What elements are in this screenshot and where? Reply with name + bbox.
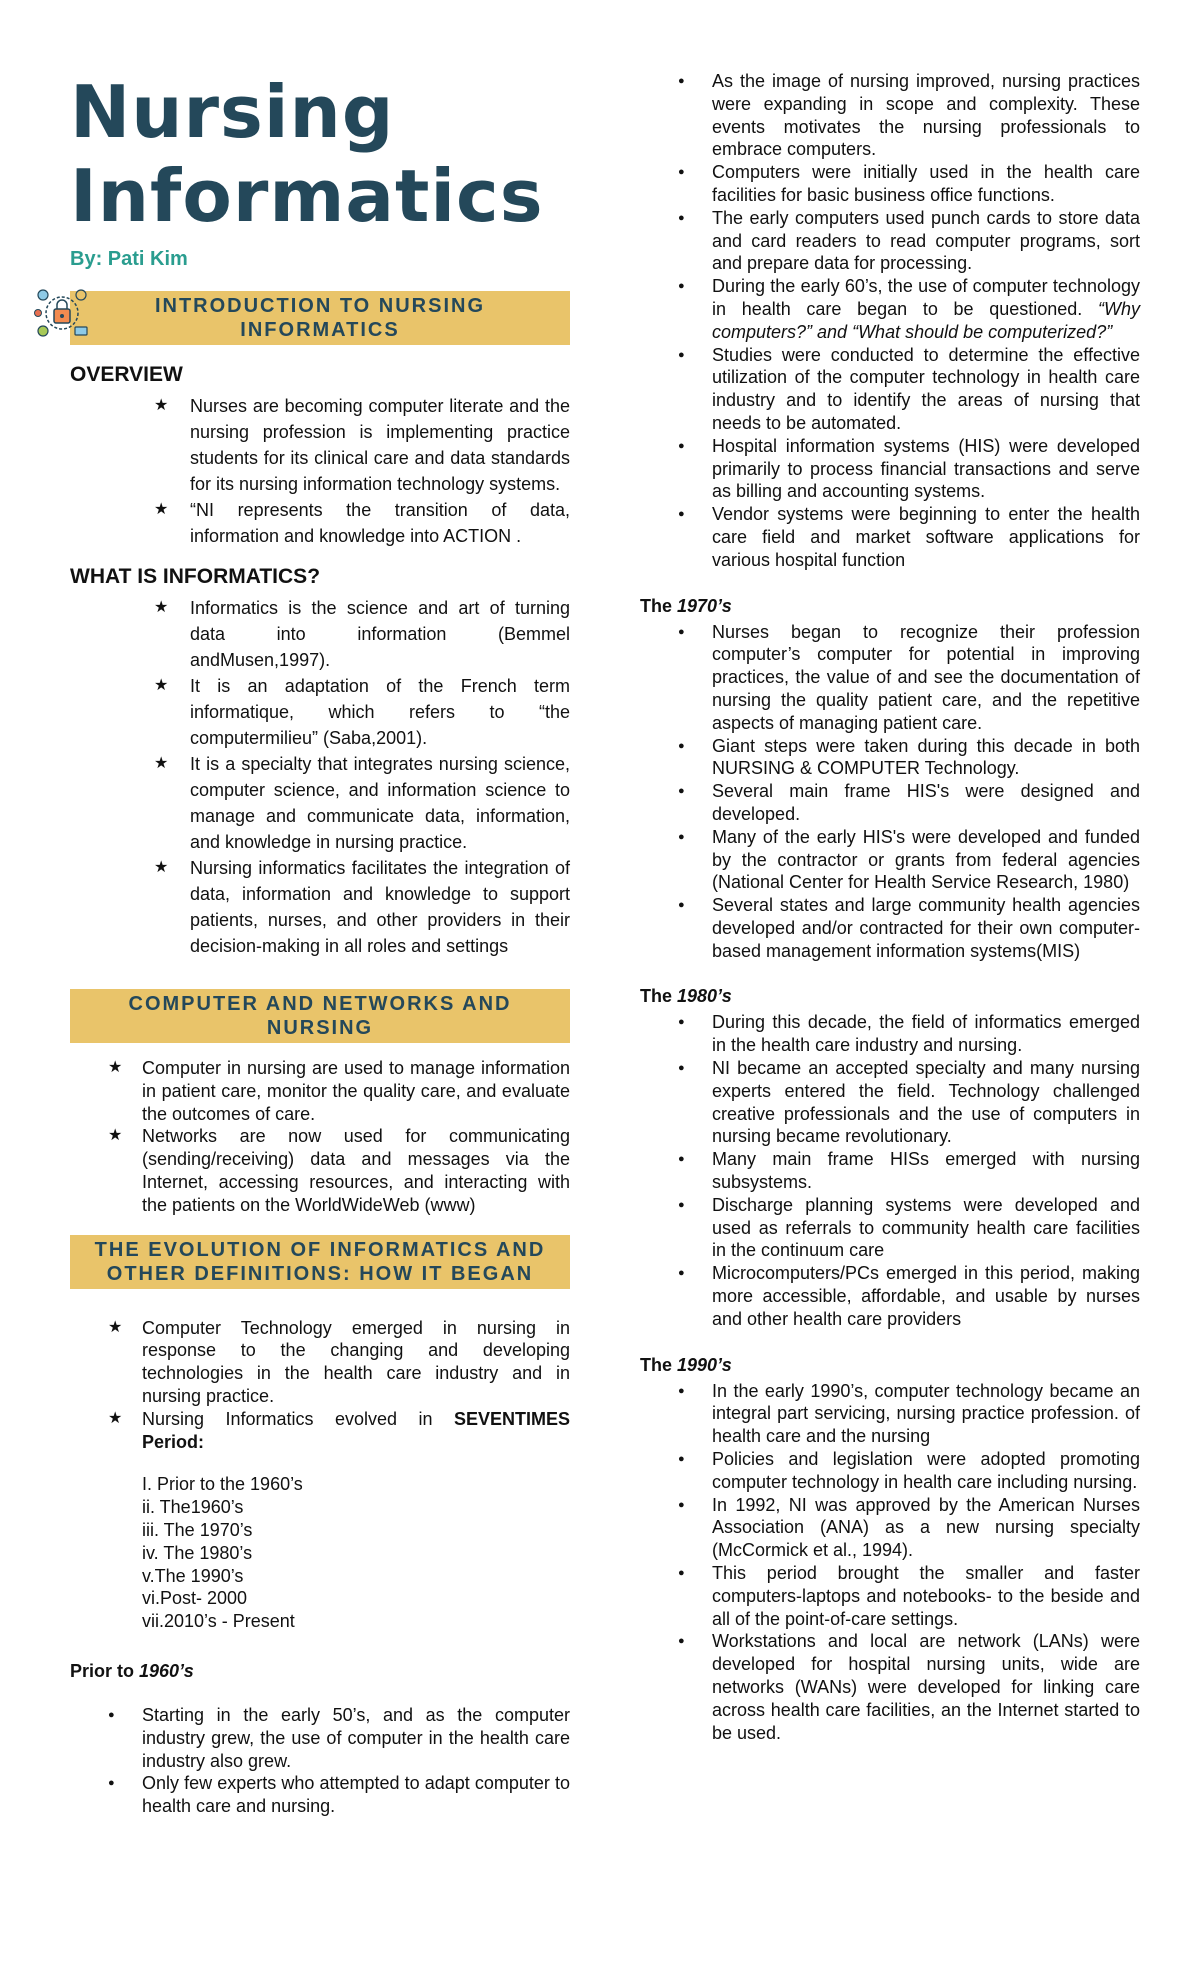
left-column — [70, 70, 570, 1818]
list-item — [640, 275, 1140, 343]
evolution-item-text: Nursing Informatics evolved in — [142, 1408, 454, 1429]
list-item: ● Computers were initially used in the health care facilities for basic business office functions. — [640, 161, 1140, 207]
era-label-year: 1970’s — [677, 595, 732, 616]
era-label-year: 1990’s — [677, 1354, 732, 1375]
overview-heading: OVERVIEW — [70, 363, 183, 386]
network-security-icon — [34, 285, 90, 341]
intro-banner-row — [70, 291, 570, 345]
list-item: ● The early computers used punch cards to store data and card readers to read computer programs, sort and prepare data for processing. — [640, 207, 1140, 275]
prior-1960-heading — [70, 1661, 570, 1682]
networks-list — [70, 1057, 570, 1217]
period-item: iii. The 1970’s — [142, 1519, 253, 1540]
prior-1960-continued-list — [640, 70, 1140, 572]
era-1970-heading — [640, 596, 1140, 617]
title-line-2: Informatics — [70, 154, 544, 238]
era-label-year: 1980’s — [677, 986, 732, 1007]
list-item: ★ Networks are now used for communicating (sending/receiving) data and messages via the Internet, accessing resources, and interacting with the patients on the WorldWideWeb (www) — [70, 1125, 570, 1216]
author-byline: By: Pati Kim — [70, 248, 188, 270]
prior-1960-list — [70, 1704, 570, 1818]
sixties-quote: “Why computers?” and “What should be computerized?” — [712, 298, 1140, 342]
era-label-year: 1960’s — [139, 1660, 194, 1681]
list-item: ● Several main frame HIS's were designed and developed. — [640, 780, 1140, 826]
list-item — [70, 1408, 570, 1454]
evolution-item-bold: SEVENTIMES Period: — [142, 1408, 570, 1452]
era-1980-list — [640, 1011, 1140, 1330]
list-item: ● Policies and legislation were adopted promoting computer technology in health care including nursing. — [640, 1448, 1140, 1494]
list-item: ● Vendor systems were beginning to enter the health care field and market software applications for various hospital function — [640, 503, 1140, 571]
evolution-list — [70, 1317, 570, 1454]
list-item: ● Only few experts who attempted to adapt computer to health care and nursing. — [70, 1772, 570, 1818]
era-label-prefix: The — [640, 1354, 678, 1375]
era-1990-list — [640, 1380, 1140, 1745]
period-item: I. Prior to the 1960’s — [142, 1474, 303, 1495]
era-label-prefix: The — [640, 595, 678, 616]
period-item: vii.2010’s - Present — [142, 1611, 295, 1632]
what-is-informatics-list — [70, 595, 570, 959]
period-item: iv. The 1980’s — [142, 1542, 253, 1563]
intro-banner: INTRODUCTION TO NURSING INFORMATICS — [70, 291, 570, 345]
list-item: ● Many main frame HISs emerged with nursing subsystems. — [640, 1148, 1140, 1194]
list-item: ★ Informatics is the science and art of turning data into information (Bemmel andMusen,1997). — [70, 595, 570, 673]
list-item: ● In the early 1990’s, computer technology became an integral part servicing, nursing practice profession. of health care and the nursing — [640, 1380, 1140, 1448]
list-item: ★ “NI represents the transition of data, information and knowledge into ACTION . — [70, 497, 570, 549]
right-column — [640, 70, 1140, 1744]
list-item: ★ It is an adaptation of the French term informatique, which refers to “the computermilieu” (Saba,2001). — [70, 673, 570, 751]
list-item: ● Hospital information systems (HIS) were developed primarily to process financial transactions and serve as billing and accounting systems. — [640, 435, 1140, 503]
list-item: ★ Computer Technology emerged in nursing in response to the changing and developing technologies in the health care industry and in nursing practice. — [70, 1317, 570, 1408]
era-1990-heading — [640, 1355, 1140, 1376]
list-item: ● Studies were conducted to determine the effective utilization of the computer technology in health care industry and to identify the areas of nursing that needs to be automated. — [640, 344, 1140, 435]
networks-banner: COMPUTER AND NETWORKS AND NURSING — [70, 989, 570, 1043]
list-item: ● Discharge planning systems were developed and used as referrals to community health care facilities in the continuum care — [640, 1194, 1140, 1262]
sixties-text: During the early 60’s, the use of computer technology in health care began to be questioned. — [712, 276, 1140, 319]
list-item: ● This period brought the smaller and faster computers-laptops and notebooks- to the beside and all of the point-of-care settings. — [640, 1562, 1140, 1630]
list-item: ★ Nurses are becoming computer literate and the nursing profession is implementing practice students for its clinical care and data standards for its nursing information technology systems. — [70, 393, 570, 497]
list-item: ● Several states and large community health agencies developed and/or contracted for their own computer-based management information systems(MIS) — [640, 894, 1140, 962]
era-label-prefix: Prior to — [70, 1660, 140, 1681]
list-item: ● During this decade, the field of informatics emerged in the health care industry and nursing. — [640, 1011, 1140, 1057]
list-item: ● As the image of nursing improved, nursing practices were expanding in scope and complexity. These events motivates the nursing professionals to embrace computers. — [640, 70, 1140, 161]
evolution-banner: THE EVOLUTION OF INFORMATICS AND OTHER DEFINITIONS: HOW IT BEGAN — [70, 1235, 570, 1289]
era-1980-heading — [640, 986, 1140, 1007]
list-item: ● Starting in the early 50’s, and as the computer industry grew, the use of computer in the health care industry also grew. — [70, 1704, 570, 1772]
period-item: v.The 1990’s — [142, 1565, 244, 1586]
list-item: ★ Nursing informatics facilitates the integration of data, information and knowledge to support patients, nurses, and other providers in their decision-making in all roles and settings — [70, 855, 570, 959]
list-item: ● Workstations and local are network (LANs) were developed for hospital nursing units, wide are networks (WANs) were developed for linking care across health care facilities, an the Internet started to be used. — [640, 1630, 1140, 1744]
list-item: ● Giant steps were taken during this decade in both NURSING & COMPUTER Technology. — [640, 735, 1140, 781]
list-item: ● Many of the early HIS's were developed and funded by the contractor or grants from federal agencies (National Center for Health Service Research, 1980) — [640, 826, 1140, 894]
period-list — [70, 1473, 570, 1633]
period-item: vi.Post- 2000 — [142, 1588, 248, 1609]
list-item: ★ Computer in nursing are used to manage information in patient care, monitor the quality care, and evaluate the outcomes of care. — [70, 1057, 570, 1125]
title-line-1: Nursing — [70, 70, 395, 154]
period-item: ii. The1960’s — [142, 1497, 244, 1518]
era-1970-list — [640, 621, 1140, 963]
list-item: ● Microcomputers/PCs emerged in this period, making more accessible, affordable, and usable by nurses and other health care providers — [640, 1262, 1140, 1330]
list-item: ● NI became an accepted specialty and many nursing experts entered the field. Technology challenged creative professionals and the use of computers in nursing became revolutionary. — [640, 1057, 1140, 1148]
list-item: ★ It is a specialty that integrates nursing science, computer science, and information science to manage and communicate data, information, and knowledge in nursing practice. — [70, 751, 570, 855]
list-item: ● In 1992, NI was approved by the American Nurses Association (ANA) as a new nursing specialty (McCormick et al., 1994). — [640, 1494, 1140, 1562]
page-title — [70, 70, 570, 238]
list-item: ● Nurses began to recognize their profession computer’s computer for potential in improving practices, the value of and see the documentation of nursing the quality patient care, and the repetitive aspects of managing patient care. — [640, 621, 1140, 735]
overview-list — [70, 393, 570, 549]
what-is-informatics-heading: WHAT IS INFORMATICS? — [70, 565, 321, 588]
era-label-prefix: The — [640, 986, 678, 1007]
